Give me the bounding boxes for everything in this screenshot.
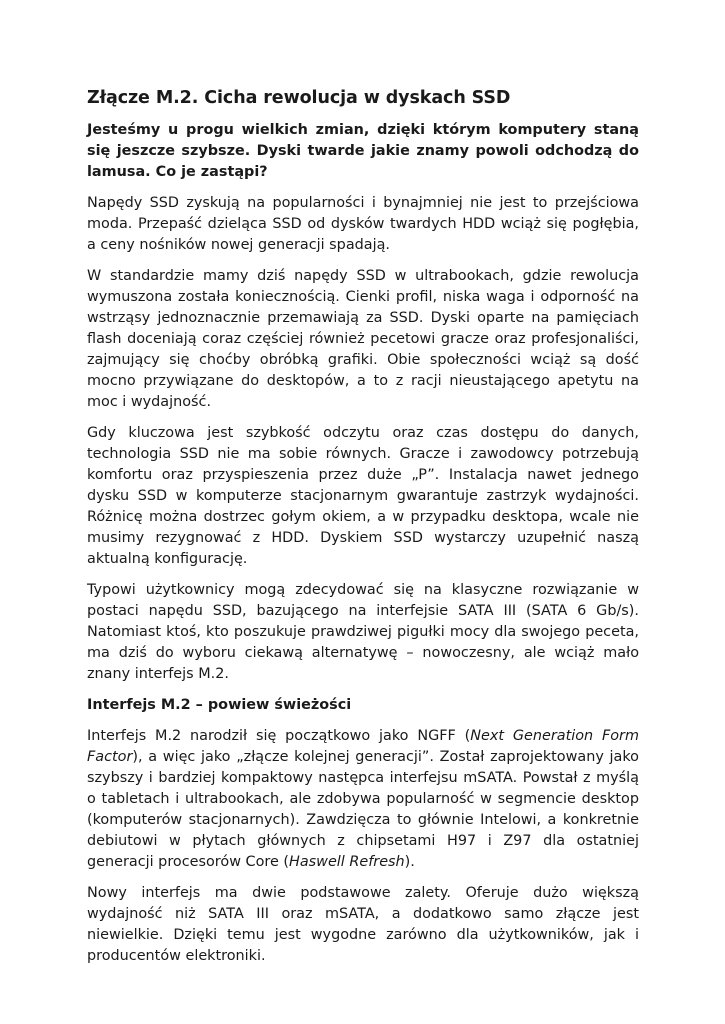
paragraph-2: W standardzie mamy dziś napędy SSD w ultrabookach, gdzie rewolucja wymuszona została koniecznością. Cienki profil, niska waga i odporność na wstrząsy jednoznacznie przemawiają za SSD. Dyski oparte na pamięciach flash doceniają coraz częściej również pecetowi gracze oraz profesjonaliści, zajmujący się choćby obróbką grafiki. Obie społeczności wciąż są dość mocno przywiązane do desktopów, a to z racji nieustającego apetytu na moc i wydajność. xyxy=(87,268,639,410)
article-lead: Jesteśmy u progu wielkich zmian, dzięki którym komputery staną się jeszcze szybsze. Dyski twarde jakie znamy powoli odchodzą do lamusa. Co je zastąpi? xyxy=(87,122,639,180)
paragraph-5-text-e: ). xyxy=(404,854,415,870)
paragraph-1: Napędy SSD zyskują na popularności i bynajmniej nie jest to przejściowa moda. Przepaść dzieląca SSD od dysków twardych HDD wciąż się pogłębia, a ceny nośników nowej generacji spadają. xyxy=(87,195,639,253)
section-heading: Interfejs M.2 – powiew świeżości xyxy=(87,697,352,713)
paragraph-5-text-a: Interfejs M.2 narodził się początkowo jako NGFF ( xyxy=(87,728,471,744)
paragraph-5-italic-haswell: Haswell Refresh xyxy=(289,854,405,870)
document-page xyxy=(87,86,639,977)
paragraph-5-italic-ngff: Next Generation Form Factor xyxy=(87,728,639,765)
paragraph-5 xyxy=(87,726,639,873)
paragraph-4: Typowi użytkownicy mogą zdecydować się na klasyczne rozwiązanie w postaci napędu SSD, bazującego na interfejsie SATA III (SATA 6 Gb/s). Natomiast ktoś, kto poszukuje prawdziwej pigułki mocy dla swojego peceta, ma dziś do wyboru ciekawą alternatywę – nowoczesny, ale wciąż mało znany interfejs M.2. xyxy=(87,582,639,682)
paragraph-5-text-c: ), a więc jako „złącze kolejnej generacji”. Został zaprojektowany jako szybszy i bardziej kompaktowy następca interfejsu mSATA. Powstał z myślą o tabletach i ultrabookach, ale zdobywa popularność w segmencie desktop (komputerów stacjonarnych). Zawdzięcza to głównie Intelowi, a konkretnie debiutowi w płytach głównych z chipsetami H97 i Z97 dla ostatniej generacji procesorów Core ( xyxy=(87,749,639,870)
paragraph-6: Nowy interfejs ma dwie podstawowe zalety. Oferuje dużo większą wydajność niż SATA III oraz mSATA, a dodatkowo samo złącze jest niewielkie. Dzięki temu jest wygodne zarówno dla użytkowników, jak i producentów elektroniki. xyxy=(87,885,639,964)
paragraph-3: Gdy kluczowa jest szybkość odczytu oraz czas dostępu do danych, technologia SSD nie ma sobie równych. Gracze i zawodowcy potrzebują komfortu oraz przyspieszenia przez duże „P”. Instalacja nawet jednego dysku SSD w komputerze stacjonarnym gwarantuje zastrzyk wydajności. Różnicę można dostrzec gołym okiem, a w przypadku desktopa, wcale nie musimy rezygnować z HDD. Dyskiem SSD wystarczy uzupełnić naszą aktualną konfigurację. xyxy=(87,425,639,567)
article-title: Złącze M.2. Cicha rewolucja w dyskach SSD xyxy=(87,88,511,108)
